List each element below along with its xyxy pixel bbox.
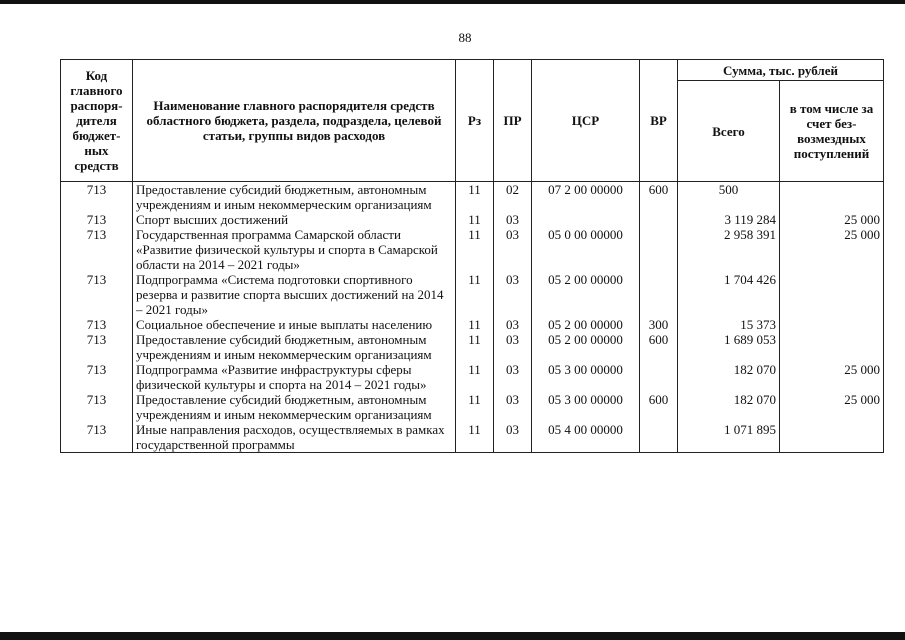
cell-total: 1 071 895	[678, 422, 780, 453]
cell-pr: 03	[494, 227, 532, 272]
table-header	[61, 60, 884, 182]
cell-pr: 03	[494, 422, 532, 453]
cell-code: 713	[61, 212, 133, 227]
cell-total: 15 373	[678, 317, 780, 332]
cell-rz: 11	[456, 212, 494, 227]
header-pr: ПР	[494, 60, 532, 182]
cell-vr: 300	[640, 317, 678, 332]
cell-incl: 25 000	[780, 227, 884, 272]
cell-rz: 11	[456, 182, 494, 213]
cell-vr	[640, 422, 678, 453]
cell-code: 713	[61, 317, 133, 332]
cell-name: Спорт высших достижений	[133, 212, 456, 227]
cell-total: 3 119 284	[678, 212, 780, 227]
cell-csr: 05 2 00 00000	[532, 272, 640, 317]
cell-code: 713	[61, 392, 133, 422]
page-number: 88	[458, 30, 472, 45]
cell-code: 713	[61, 227, 133, 272]
cell-name: Иные направления расходов, осуществляемых в рамках государственной программы	[133, 422, 456, 453]
cell-csr: 07 2 00 00000	[532, 182, 640, 213]
cell-total: 1 689 053	[678, 332, 780, 362]
cell-vr	[640, 272, 678, 317]
header-name: Наименование главного распорядителя средств областного бюджета, раздела, подраздела, целевой статьи, группы видов расходов	[133, 60, 456, 182]
cell-code: 713	[61, 422, 133, 453]
cell-code: 713	[61, 182, 133, 213]
cell-pr: 03	[494, 332, 532, 362]
cell-csr: 05 2 00 00000	[532, 332, 640, 362]
table-row	[61, 182, 884, 213]
cell-rz: 11	[456, 422, 494, 453]
cell-pr: 03	[494, 317, 532, 332]
cell-code: 713	[61, 272, 133, 317]
cell-incl	[780, 332, 884, 362]
cell-name: Предоставление субсидий бюджетным, автономным учреждениям и иным некоммерческим организациям	[133, 332, 456, 362]
cell-vr	[640, 212, 678, 227]
scan-top-edge	[0, 0, 905, 4]
table-body	[61, 182, 884, 453]
cell-vr: 600	[640, 332, 678, 362]
cell-csr: 05 3 00 00000	[532, 362, 640, 392]
table-row	[61, 227, 884, 272]
cell-csr: 05 4 00 00000	[532, 422, 640, 453]
table-row	[61, 212, 884, 227]
table-row	[61, 272, 884, 317]
cell-pr: 03	[494, 212, 532, 227]
cell-total: 500	[678, 182, 780, 213]
header-incl: в том числе за счет без-возмездных поступлений	[780, 81, 884, 182]
cell-pr: 02	[494, 182, 532, 213]
cell-csr: 05 3 00 00000	[532, 392, 640, 422]
cell-csr: 05 2 00 00000	[532, 317, 640, 332]
scan-bottom-edge	[0, 632, 905, 640]
cell-incl	[780, 182, 884, 213]
header-vr: ВР	[640, 60, 678, 182]
cell-csr	[532, 212, 640, 227]
cell-name: Подпрограмма «Развитие инфраструктуры сферы физической культуры и спорта на 2014 – 2021 годы»	[133, 362, 456, 392]
cell-rz: 11	[456, 227, 494, 272]
header-csr: ЦСР	[532, 60, 640, 182]
cell-vr: 600	[640, 392, 678, 422]
cell-name: Социальное обеспечение и иные выплаты населению	[133, 317, 456, 332]
header-total: Всего	[678, 81, 780, 182]
cell-pr: 03	[494, 362, 532, 392]
header-rz: Рз	[456, 60, 494, 182]
cell-incl: 25 000	[780, 392, 884, 422]
cell-total: 182 070	[678, 362, 780, 392]
cell-name: Предоставление субсидий бюджетным, автономным учреждениям и иным некоммерческим организациям	[133, 392, 456, 422]
cell-total: 182 070	[678, 392, 780, 422]
cell-vr: 600	[640, 182, 678, 213]
cell-vr	[640, 227, 678, 272]
cell-vr	[640, 362, 678, 392]
header-code: Код главного распоря-дителя бюджет-ных средств	[61, 60, 133, 182]
table-row	[61, 362, 884, 392]
cell-total: 2 958 391	[678, 227, 780, 272]
cell-incl	[780, 422, 884, 453]
cell-rz: 11	[456, 392, 494, 422]
table-row	[61, 392, 884, 422]
table-row	[61, 422, 884, 453]
header-sum: Сумма, тыс. рублей	[678, 60, 884, 81]
cell-incl: 25 000	[780, 362, 884, 392]
cell-name: Предоставление субсидий бюджетным, автономным учреждениям и иным некоммерческим организациям	[133, 182, 456, 213]
cell-incl	[780, 317, 884, 332]
cell-csr: 05 0 00 00000	[532, 227, 640, 272]
cell-name: Государственная программа Самарской области «Развитие физической культуры и спорта в Самарской области на 2014 – 2021 годы»	[133, 227, 456, 272]
cell-incl: 25 000	[780, 212, 884, 227]
cell-name: Подпрограмма «Система подготовки спортивного резерва и развитие спорта высших достижений на 2014 – 2021 годы»	[133, 272, 456, 317]
cell-code: 713	[61, 332, 133, 362]
cell-rz: 11	[456, 332, 494, 362]
cell-rz: 11	[456, 317, 494, 332]
cell-incl	[780, 272, 884, 317]
budget-table	[60, 59, 884, 453]
cell-pr: 03	[494, 392, 532, 422]
cell-rz: 11	[456, 362, 494, 392]
cell-pr: 03	[494, 272, 532, 317]
table-row	[61, 332, 884, 362]
table-row	[61, 317, 884, 332]
cell-code: 713	[61, 362, 133, 392]
cell-rz: 11	[456, 272, 494, 317]
cell-total: 1 704 426	[678, 272, 780, 317]
